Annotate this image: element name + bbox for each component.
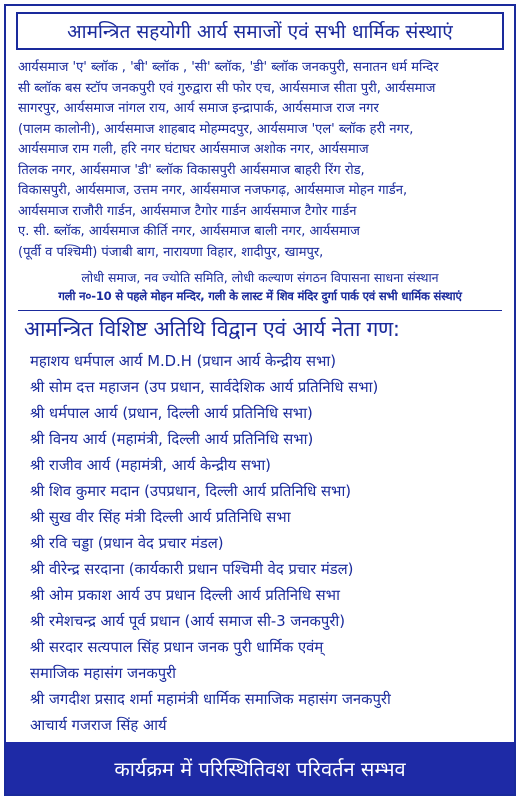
guests-heading: आमन्त्रित विशिष्ट अतिथि विद्वान एवं आर्य नेता गण: <box>24 317 400 341</box>
guests-list <box>30 349 500 739</box>
societies-line: आर्यसमाज राम गली, हरि नगर घंटाघर आर्यसमाज अशोक नगर, आर्यसमाज <box>18 142 369 157</box>
guest-item: श्री सोम दत्त महाजन (उप प्रधान, सार्वदेशिक आर्य प्रतिनिधि सभा) <box>30 379 379 396</box>
footer-notice: कार्यक्रम में परिस्थितिवश परिवर्तन सम्भव <box>114 756 406 781</box>
societies-line: ए. सी. ब्लॉक, आर्यसमाज कीर्ति नगर, आर्यसमाज बाली नगर, आर्यसमाज <box>18 224 360 239</box>
guest-item: श्री रवि चड्डा (प्रधान वेद प्रचार मंडल) <box>30 535 224 552</box>
guest-item: श्री ओम प्रकाश आर्य उप प्रधान दिल्ली आर्य प्रतिनिधि सभा <box>30 587 340 604</box>
location-directions-line: गली न०-10 से पहले मोहन मन्दिर, गली के लास्ट में शिव मंदिर दुर्गा पार्क एवं सभी धार्मिक संस्थाएं <box>58 289 462 303</box>
footer-banner <box>6 742 514 794</box>
guest-item: श्री विनय आर्य (महामंत्री, दिल्ली आर्य प्रतिनिधि सभा) <box>30 431 314 448</box>
section-divider <box>18 310 502 311</box>
societies-line: तिलक नगर, आर्यसमाज 'डी' ब्लॉक विकासपुरी आर्यसमाज बाहरी रिंग रोड, <box>18 162 365 178</box>
societies-line: सागरपुर, आर्यसमाज नांगल राय, आर्य समाज इन्द्रापार्क, आर्यसमाज राज नगर <box>18 101 379 116</box>
guest-item: श्री शिव कुमार मदान (उपप्रधान, दिल्ली आर्य प्रतिनिधि सभा) <box>30 483 352 500</box>
guest-item: श्री रमेशचन्द्र आर्य पूर्व प्रधान (आर्य समाज सी-3 जनकपुरी) <box>30 613 345 630</box>
guest-item: श्री धर्मपाल आर्य (प्रधान, दिल्ली आर्य प्रतिनिधि सभा) <box>30 405 313 422</box>
guest-item: श्री राजीव आर्य (महामंत्री, आर्य केन्द्रीय सभा) <box>30 457 271 474</box>
title-box <box>16 12 504 50</box>
page-title: आमन्त्रित सहयोगी आर्य समाजों एवं सभी धार्मिक संस्थाएं <box>67 21 453 43</box>
societies-line: (पालम कालोनी), आर्यसमाज शाहबाद मोहम्मदपुर, आर्यसमाज 'एल' ब्लॉक हरी नगर, <box>18 121 414 137</box>
societies-line: (पूर्वी व पश्चिमी) पंजाबी बाग, नारायणा विहार, शादीपुर, खामपुर, <box>18 244 324 260</box>
guest-item: श्री सुख वीर सिंह मंत्री दिल्ली आर्य प्रतिनिधि सभा <box>30 509 291 526</box>
societies-line: सी ब्लॉक बस स्टॉप जनकपुरी एवं गुरुद्वारा सी फोर एच, आर्यसमाज सीता पुरी, आर्यसमाज <box>18 80 436 96</box>
societies-line: विकासपुरी, आर्यसमाज, उत्तम नगर, आर्यसमाज नजफगढ़, आर्यसमाज मोहन गार्डन, <box>18 183 408 198</box>
guest-item: श्री जगदीश प्रसाद शर्मा महामंत्री धार्मिक समाजिक महासंग जनकपुरी <box>30 691 391 708</box>
societies-paragraph <box>18 58 502 263</box>
guest-item: श्री सरदार सत्यपाल सिंह प्रधान जनक पुरी धार्मिक एवंम् <box>30 639 324 656</box>
additional-societies-line: लोधी समाज, नव ज्योति समिति, लोधी कल्याण संगठन विपासना साधना संस्थान <box>81 270 439 285</box>
societies-line: आर्यसमाज 'ए' ब्लॉक , 'बी' ब्लॉक , 'सी' ब्लॉक, 'डी' ब्लॉक जनकपुरी, सनातन धर्म मन्दिर <box>18 60 439 75</box>
guest-item: महाशय धर्मपाल आर्य M.D.H (प्रधान आर्य केन्द्रीय सभा) <box>30 353 336 370</box>
guest-item: श्री वीरेन्द्र सरदाना (कार्यकारी प्रधान पश्चिमी वेद प्रचार मंडल) <box>30 561 354 578</box>
guest-item: समाजिक महासंग जनकपुरी <box>30 665 176 682</box>
societies-line: आर्यसमाज राजौरी गार्डन, आर्यसमाज टैगोर गार्डन आर्यसमाज टैगोर गार्डन <box>18 203 357 219</box>
guest-item: आचार्य गजराज सिंह आर्य <box>30 717 167 734</box>
invitation-page <box>4 4 516 796</box>
